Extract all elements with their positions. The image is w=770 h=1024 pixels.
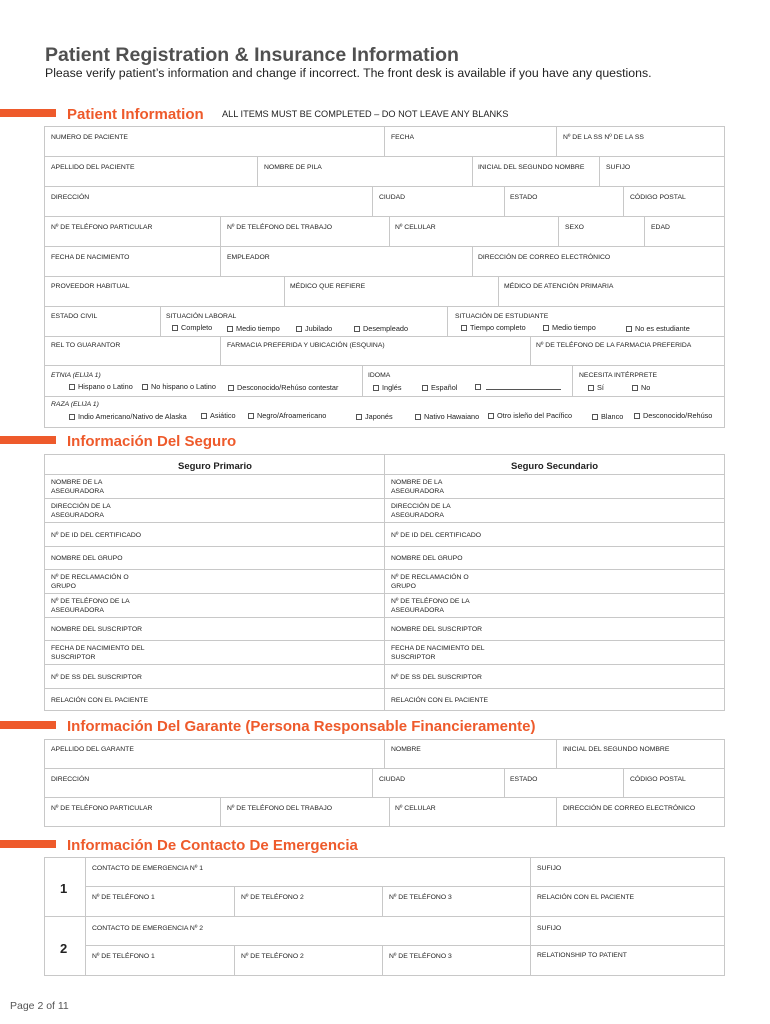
- language-option[interactable]: Español: [422, 383, 457, 393]
- primary-field[interactable]: NOMBRE DE LA ASEGURADORA: [51, 479, 104, 495]
- language-option[interactable]: Inglés: [373, 383, 401, 393]
- field-guarantor-state[interactable]: ESTADO: [510, 776, 538, 783]
- checkbox[interactable]: [488, 413, 494, 419]
- secondary-field[interactable]: Nº DE TELÉFONO DE LA ASEGURADORA: [391, 598, 470, 614]
- field-zip[interactable]: CÓDIGO POSTAL: [630, 194, 686, 201]
- field-emergency-phone-2[interactable]: Nº DE TELÉFONO 2: [241, 953, 304, 960]
- primary-field[interactable]: FECHA DE NACIMIENTO DEL SUSCRIPTOR: [51, 645, 145, 661]
- field-patient-last-name[interactable]: APELLIDO DEL PACIENTE: [51, 164, 135, 171]
- field-state[interactable]: ESTADO: [510, 194, 538, 201]
- checkbox[interactable]: [356, 414, 362, 420]
- checkbox[interactable]: [201, 413, 207, 419]
- field-usual-provider[interactable]: PROVEEDOR HABITUAL: [51, 283, 130, 290]
- student-option[interactable]: Tiempo completo: [461, 323, 526, 333]
- student-option[interactable]: Medio tiempo: [543, 323, 596, 333]
- secondary-field[interactable]: RELACIÓN CON EL PACIENTE: [391, 697, 489, 704]
- field-emergency-phone-1[interactable]: Nº DE TELÉFONO 1: [92, 894, 155, 901]
- primary-field[interactable]: DIRECCIÓN DE LA ASEGURADORA: [51, 503, 111, 519]
- emergency-contact-number: 2: [60, 941, 68, 956]
- checkbox[interactable]: [373, 385, 379, 391]
- field-emergency-contact[interactable]: CONTACTO DE EMERGENCIA Nº 1: [92, 865, 203, 872]
- field-relation-guarantor[interactable]: REL TO GUARANTOR: [51, 342, 121, 349]
- race-option[interactable]: Negro/Afroamericano: [248, 411, 326, 421]
- field-city[interactable]: CIUDAD: [379, 194, 406, 201]
- page-number: Page 2 of 11: [10, 1000, 69, 1012]
- field-emergency-phone-3[interactable]: Nº DE TELÉFONO 3: [389, 953, 452, 960]
- primary-field[interactable]: Nº DE TELÉFONO DE LA ASEGURADORA: [51, 598, 130, 614]
- page-subtitle: Please verify patient’s information and change if incorrect. The front desk is available if you have any questions.: [45, 66, 652, 80]
- checkbox[interactable]: [172, 325, 178, 331]
- field-guarantor-work-phone[interactable]: Nº DE TELÉFONO DEL TRABAJO: [227, 805, 333, 812]
- ethnicity-option[interactable]: Hispano o Latino: [69, 382, 133, 392]
- insurance-section-title: Información Del Seguro: [67, 433, 237, 450]
- checkbox[interactable]: [543, 325, 549, 331]
- patient-section-title: Patient Information: [67, 106, 204, 123]
- race-option[interactable]: Otro isleño del Pacífico: [488, 411, 572, 421]
- field-guarantor-city[interactable]: CIUDAD: [379, 776, 406, 783]
- section-accent-bar: [0, 109, 56, 117]
- employment-option[interactable]: Desempleado: [354, 324, 408, 334]
- emergency-section-title: Información De Contacto De Emergencia: [67, 837, 358, 854]
- guarantor-section-title: Información Del Garante (Persona Responsable Financieramente): [67, 718, 536, 735]
- field-ssn[interactable]: Nº DE LA SS Nº DE LA SS: [563, 134, 644, 141]
- secondary-field[interactable]: Nº DE SS DEL SUSCRIPTOR: [391, 674, 482, 681]
- secondary-field[interactable]: Nº DE ID DEL CERTIFICADO: [391, 532, 482, 539]
- race-option[interactable]: Japonés: [356, 412, 393, 422]
- field-guarantor-middle-initial[interactable]: INICIAL DEL SEGUNDO NOMBRE: [563, 746, 670, 753]
- field-marital-status[interactable]: ESTADO CIVIL: [51, 313, 98, 320]
- employment-option[interactable]: Jubilado: [296, 324, 332, 334]
- checkbox[interactable]: [228, 385, 234, 391]
- field-guarantor-first-name[interactable]: NOMBRE: [391, 746, 421, 753]
- field-age[interactable]: EDAD: [651, 224, 670, 231]
- field-guarantor-cell[interactable]: Nº CELULAR: [395, 805, 436, 812]
- section-accent-bar: [0, 436, 56, 444]
- checkbox[interactable]: [592, 414, 598, 420]
- language-other[interactable]: [475, 382, 561, 392]
- patient-section-note: ALL ITEMS MUST BE COMPLETED – DO NOT LEAVE ANY BLANKS: [222, 109, 509, 119]
- checkbox[interactable]: [422, 385, 428, 391]
- primary-field[interactable]: NOMBRE DEL GRUPO: [51, 555, 123, 562]
- field-patient-number[interactable]: NUMERO DE PACIENTE: [51, 134, 128, 141]
- student-status-label: SITUACIÓN DE ESTUDIANTE: [455, 313, 549, 320]
- field-first-name[interactable]: NOMBRE DE PILA: [264, 164, 322, 171]
- field-sex[interactable]: SEXO: [565, 224, 584, 231]
- field-pharmacy[interactable]: FARMACIA PREFERIDA Y UBICACIÓN (ESQUINA): [227, 342, 385, 349]
- primary-field[interactable]: Nº DE SS DEL SUSCRIPTOR: [51, 674, 142, 681]
- checkbox[interactable]: [354, 326, 360, 332]
- race-option[interactable]: Desconocido/Rehúso: [634, 411, 712, 421]
- checkbox[interactable]: [69, 384, 75, 390]
- field-emergency-suffix[interactable]: SUFIJO: [537, 925, 562, 932]
- student-option[interactable]: No es estudiante: [626, 324, 690, 334]
- secondary-field[interactable]: NOMBRE DE LA ASEGURADORA: [391, 479, 444, 495]
- checkbox[interactable]: [475, 384, 481, 390]
- employment-option[interactable]: Completo: [172, 323, 212, 333]
- secondary-field[interactable]: DIRECCIÓN DE LA ASEGURADORA: [391, 503, 451, 519]
- field-guarantor-last-name[interactable]: APELLIDO DEL GARANTE: [51, 746, 134, 753]
- checkbox[interactable]: [626, 326, 632, 332]
- primary-field[interactable]: NOMBRE DEL SUSCRIPTOR: [51, 626, 143, 633]
- checkbox[interactable]: [69, 414, 75, 420]
- interpreter-option[interactable]: No: [632, 383, 650, 393]
- section-accent-bar: [0, 721, 56, 729]
- field-work-phone[interactable]: Nº DE TELÉFONO DEL TRABAJO: [227, 224, 333, 231]
- field-referring-doctor[interactable]: MÉDICO QUE REFIERE: [290, 283, 366, 290]
- race-option[interactable]: Indio Americano/Nativo de Alaska: [69, 412, 187, 422]
- secondary-field[interactable]: Nº DE RECLAMACIÓN O GRUPO: [391, 574, 469, 590]
- secondary-field[interactable]: NOMBRE DEL SUSCRIPTOR: [391, 626, 483, 633]
- primary-field[interactable]: RELACIÓN CON EL PACIENTE: [51, 697, 149, 704]
- secondary-field[interactable]: NOMBRE DEL GRUPO: [391, 555, 463, 562]
- secondary-insurance-header: Seguro Secundario: [511, 461, 599, 472]
- employment-status-label: SITUACIÓN LABORAL: [166, 313, 237, 320]
- checkbox[interactable]: [142, 384, 148, 390]
- field-emergency-phone-1[interactable]: Nº DE TELÉFONO 1: [92, 953, 155, 960]
- checkbox[interactable]: [227, 326, 233, 332]
- field-guarantor-zip[interactable]: CÓDIGO POSTAL: [630, 776, 686, 783]
- checkbox[interactable]: [415, 414, 421, 420]
- field-emergency-phone-2[interactable]: Nº DE TELÉFONO 2: [241, 894, 304, 901]
- race-option[interactable]: Asiático: [201, 411, 236, 421]
- checkbox[interactable]: [248, 413, 254, 419]
- field-guarantor-email[interactable]: DIRECCIÓN DE CORREO ELECTRÓNICO: [563, 805, 696, 812]
- race-option[interactable]: Blanco: [592, 412, 623, 422]
- field-middle-initial[interactable]: INICIAL DEL SEGUNDO NOMBRE: [478, 164, 585, 171]
- primary-insurance-header: Seguro Primario: [178, 461, 252, 472]
- field-emergency-suffix[interactable]: SUFIJO: [537, 865, 562, 872]
- field-date[interactable]: FECHA: [391, 134, 415, 141]
- field-primary-doctor[interactable]: MÉDICO DE ATENCIÓN PRIMARIA: [504, 283, 614, 290]
- primary-field[interactable]: Nº DE ID DEL CERTIFICADO: [51, 532, 142, 539]
- field-emergency-phone-3[interactable]: Nº DE TELÉFONO 3: [389, 894, 452, 901]
- checkbox[interactable]: [632, 385, 638, 391]
- field-pharmacy-phone[interactable]: Nº DE TELÉFONO DE LA FARMACIA PREFERIDA: [536, 342, 692, 349]
- checkbox[interactable]: [296, 326, 302, 332]
- employment-option[interactable]: Medio tiempo: [227, 324, 280, 334]
- field-address[interactable]: DIRECCIÓN: [51, 194, 90, 201]
- page-title: Patient Registration & Insurance Information: [45, 44, 459, 66]
- section-accent-bar: [0, 840, 56, 848]
- field-employer[interactable]: EMPLEADOR: [227, 254, 270, 261]
- ethnicity-option[interactable]: Desconocido/Rehúso contestar: [228, 383, 338, 393]
- field-cell-phone[interactable]: Nº CELULAR: [395, 224, 436, 231]
- primary-field[interactable]: Nº DE RECLAMACIÓN O GRUPO: [51, 574, 129, 590]
- ethnicity-option[interactable]: No hispano o Latino: [142, 382, 216, 392]
- ethnicity-label: ETNIA (ELIJA 1): [51, 372, 101, 379]
- field-guarantor-home-phone[interactable]: Nº DE TELÉFONO PARTICULAR: [51, 805, 153, 812]
- emergency-contact-number: 1: [60, 881, 68, 896]
- field-home-phone[interactable]: Nº DE TELÉFONO PARTICULAR: [51, 224, 153, 231]
- field-guarantor-address[interactable]: DIRECCIÓN: [51, 776, 90, 783]
- interpreter-option[interactable]: Sí: [588, 383, 604, 393]
- checkbox[interactable]: [634, 413, 640, 419]
- field-emergency-contact[interactable]: CONTACTO DE EMERGENCIA Nº 2: [92, 925, 203, 932]
- field-suffix[interactable]: SUFIJO: [606, 164, 631, 171]
- field-birth-date[interactable]: FECHA DE NACIMIENTO: [51, 254, 130, 261]
- checkbox[interactable]: [588, 385, 594, 391]
- field-emergency-relation[interactable]: RELACIÓN CON EL PACIENTE: [537, 894, 635, 901]
- field-emergency-relation[interactable]: RELATIONSHIP TO PATIENT: [537, 952, 627, 959]
- language-label: IDOMA: [368, 372, 391, 379]
- race-label: RAZA (ELIJA 1): [51, 401, 99, 408]
- interpreter-label: NECESITA INTÉRPRETE: [579, 372, 658, 379]
- secondary-field[interactable]: FECHA DE NACIMIENTO DEL SUSCRIPTOR: [391, 645, 485, 661]
- field-email[interactable]: DIRECCIÓN DE CORREO ELECTRÓNICO: [478, 254, 611, 261]
- race-option[interactable]: Nativo Hawaiano: [415, 412, 479, 422]
- checkbox[interactable]: [461, 325, 467, 331]
